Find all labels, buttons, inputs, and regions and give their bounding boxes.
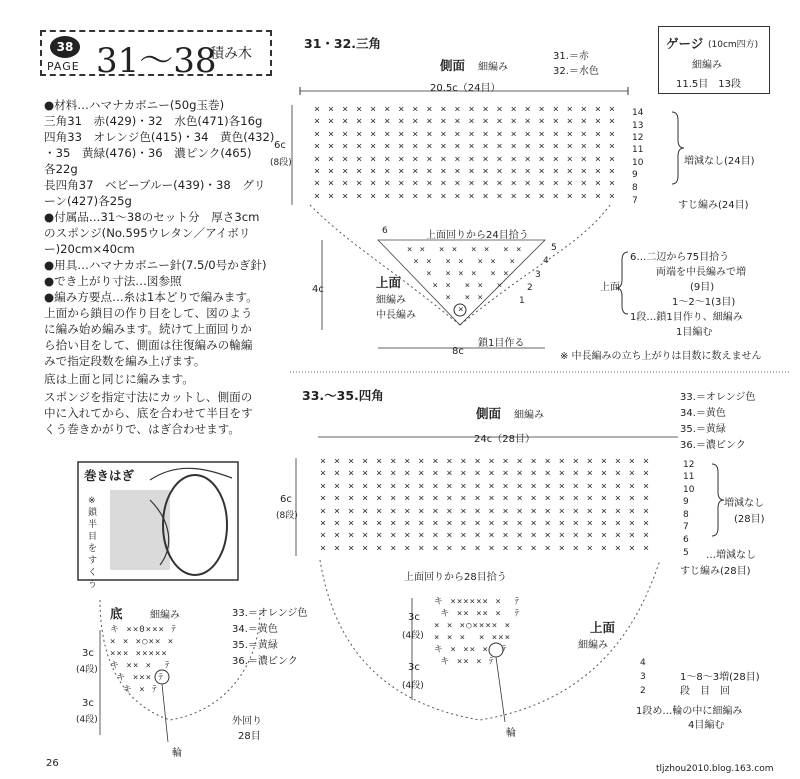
bottom-ring: 輪 bbox=[172, 748, 182, 759]
color-35: 35.＝黄緑 bbox=[680, 424, 726, 435]
s2-ring: 輪 bbox=[506, 728, 516, 739]
section2-top-grid: キ ×××××× × ﾃ キ ×× ×× × ﾃ × × ×○×××× × × × × × ××× キ × ×× × ﾃ キ ×× × ﾃ bbox=[434, 597, 521, 667]
color-34: 34.＝黄色 bbox=[680, 408, 726, 419]
s1-row-11: 11 bbox=[632, 145, 644, 155]
s1-chain: 鎖1目作る bbox=[478, 338, 525, 349]
section2-height-rows: (8段) bbox=[276, 511, 298, 521]
s2-top-label: 上面 bbox=[590, 620, 616, 635]
s2-r5a: …増減なし bbox=[706, 550, 756, 561]
rect-yarn-1: 長四角37 ベビーブルー(439)・38 グリ bbox=[44, 178, 266, 192]
s1-row-14: 14 bbox=[632, 108, 644, 118]
s1-note: ※ 中長編みの立ち上がりは目数に数えません bbox=[560, 351, 762, 362]
s1-row-13: 13 bbox=[632, 121, 644, 131]
gauge-title: ゲージ bbox=[666, 36, 704, 51]
accessory-1: ●付属品…31〜38のセット分 厚さ3cm bbox=[44, 210, 260, 224]
s1-tri-row-5: 5 bbox=[551, 243, 557, 253]
howto-8: 中に入れてから、底を合わせて半目をす bbox=[44, 406, 253, 420]
s2-row-5: 5 bbox=[683, 548, 689, 558]
s2-top-sub: 細編み bbox=[578, 640, 608, 651]
bottom-label: 底 bbox=[110, 606, 123, 621]
section2-side-label: 側面 bbox=[476, 406, 502, 421]
triangle-yarn: 三角31 赤(429)・32 水色(471)各16g bbox=[44, 114, 263, 128]
howto-6: 底は上面と同じに編みます。 bbox=[44, 372, 194, 386]
page-subtitle: 積み木 bbox=[210, 46, 252, 62]
square-yarn-2: ・35 黄緑(476)・36 濃ピンク(465) bbox=[44, 146, 252, 160]
bottom-color-36: 36.＝濃ピンク bbox=[232, 656, 298, 667]
gauge-stitch: 細編み bbox=[692, 60, 722, 71]
s2-no-change-1: 増減なし bbox=[724, 498, 764, 509]
s2-row-2: 2 bbox=[640, 686, 646, 696]
s1-row-7: 7 bbox=[632, 196, 638, 206]
material-line: ●材料…ハマナカボニー(50g玉巻) bbox=[44, 98, 225, 112]
bottom-h2b: (4段) bbox=[76, 715, 98, 725]
s2-h2b: (4段) bbox=[402, 681, 424, 691]
s2-h1: 3c bbox=[408, 612, 420, 623]
s1-top-sub2: 中長編み bbox=[376, 310, 416, 321]
accessory-3: ー)20cm×40cm bbox=[44, 242, 135, 256]
size-line: ●でき上がり寸法…図参照 bbox=[44, 274, 182, 288]
s1-tri-row-6: 6 bbox=[382, 226, 388, 236]
section2-width: 24c（28目） bbox=[474, 434, 535, 445]
s1-suji: すじ編み(24目) bbox=[678, 200, 749, 211]
howto-4: ら拾い目をして、側面は往復編みの輪編 bbox=[44, 338, 253, 352]
tool-line: ●用具…ハマナカボニー針(7.5/0号かぎ針) bbox=[44, 258, 267, 272]
howto-7: スポンジを指定寸法にカットし、側面の bbox=[44, 390, 253, 404]
s1-row-12: 12 bbox=[632, 133, 644, 143]
s2-row-4: 4 bbox=[640, 658, 646, 668]
section1-height: 6c bbox=[274, 140, 286, 151]
bottom-h1b: (4段) bbox=[76, 665, 98, 675]
howto-1: ●編み方要点…糸は1本どりで編みます。 bbox=[44, 290, 258, 304]
accessory-2: のスポンジ(No.595ウレタン／アイボリ bbox=[44, 226, 251, 240]
color-36: 36.＝濃ピンク bbox=[680, 440, 746, 451]
page-title: 31〜38 bbox=[96, 41, 217, 81]
square-yarn-3: 各22g bbox=[44, 162, 78, 176]
s2-pickup: 上面回りから28目拾う bbox=[404, 572, 507, 583]
color-31: 31.＝赤 bbox=[553, 51, 589, 62]
s2-row-6: 6 bbox=[683, 535, 689, 545]
s2-no-change-2: (28目) bbox=[734, 514, 765, 525]
howto-3: に編み始め編みます。続けて上面回りか bbox=[44, 322, 252, 336]
s1-top-width: 8c bbox=[452, 346, 464, 357]
s2-h2: 3c bbox=[408, 662, 420, 673]
color-32: 32.＝水色 bbox=[553, 66, 599, 77]
page-label: PAGE bbox=[47, 60, 80, 73]
s1-top-label: 上面 bbox=[376, 275, 402, 290]
s2-h1b: (4段) bbox=[402, 631, 424, 641]
section1-height-rows: (8段) bbox=[270, 158, 292, 168]
s2-inc1: 1〜8〜3増(28目) bbox=[680, 672, 760, 683]
section1-side-sub: 細編み bbox=[478, 62, 508, 73]
section1-title: 31・32.三角 bbox=[304, 36, 382, 51]
bottom-color-33: 33.＝オレンジ色 bbox=[232, 608, 308, 619]
s2-row-10: 10 bbox=[683, 485, 695, 495]
howto-5: みで指定段数を編み上げます。 bbox=[44, 354, 206, 368]
bottom-sub: 細編み bbox=[150, 610, 180, 621]
bottom-h1: 3c bbox=[82, 648, 94, 659]
gauge-unit: (10cm四方) bbox=[708, 40, 759, 50]
s2-inc3: 1段め…輪の中に細編み bbox=[636, 706, 743, 717]
howto-2: 上面から鎖目の作り目をして、図のよう bbox=[44, 306, 253, 320]
bottom-grid: キ ××0××× ﾃ × × ×○×× × ××× ××××× キ ×× × ﾃ キ ××× ﾃ キ × ﾃ bbox=[110, 625, 177, 695]
section1-side-label: 側面 bbox=[440, 58, 466, 73]
howto-9: くう巻きかがりで、はぎ合わせます。 bbox=[44, 422, 240, 436]
bottom-h2: 3c bbox=[82, 698, 94, 709]
s1-top-height: 4c bbox=[312, 284, 324, 295]
s1-tri-row-2: 2 bbox=[527, 283, 533, 293]
s2-row-11: 11 bbox=[683, 472, 695, 482]
s2-row-9: 9 bbox=[683, 497, 689, 507]
s1-inst6: 6…二辺から75目拾う bbox=[630, 252, 730, 263]
s1-top-sub1: 細編み bbox=[376, 295, 406, 306]
s1-row-9: 9 bbox=[632, 170, 638, 180]
section2-side-grid: × × × × × × × × × × × × × × × × × × × × × × × × × × × × × × × × × × × × × × × × × × × × × × × × × × × × × × × × × × × × × × × × × × × × × × × × × × × × × × × × × × × × × × × × × × × × × × × × × × × × × × × × × × × × × × × × × × × × × × × × × × × × × × × × × × × × × × × × × × × × × × × × × × × × × × × × × × × × × × × × × × × × × × × × × × × × × × × × × × × × × × × × × × × × × × × × bbox=[320, 456, 650, 554]
s1-inst1a: 1段…鎖1目作り、細編み bbox=[630, 312, 743, 323]
s1-pickup: 上面回りから24目拾う bbox=[426, 230, 529, 241]
credit-text: tljzhou2010.blog.163.com bbox=[656, 764, 774, 774]
s1-inst1b: 1目編む bbox=[676, 327, 713, 338]
bottom-color-35: 35.＝黄緑 bbox=[232, 640, 278, 651]
square-yarn-1: 四角33 オレンジ色(415)・34 黄色(432) bbox=[44, 130, 275, 144]
bottom-color-34: 34.＝黄色 bbox=[232, 624, 278, 635]
section2-side-sub: 細編み bbox=[514, 410, 544, 421]
s1-tri-row-3: 3 bbox=[535, 270, 541, 280]
section1-side-grid: × × × × × × × × × × × × × × × × × × × × × × × × × × × × × × × × × × × × × × × × × × × × × × × × × × × × × × × × × × × × × × × × × × × × × × × × × × × × × × × × × × × × × × × × × × × × × × × × × × × × × × × × × × × × × × × × × × × × × × × × × × × × × × × × × × × × × × × × × × × × × × × × × × × × × × × × × × × × × × × × × × × × × × × × × × × × × × × × bbox=[314, 104, 616, 202]
s1-inst4: (9目) bbox=[690, 282, 715, 293]
section2-title: 33.〜35.四角 bbox=[302, 388, 384, 403]
s2-row-3: 3 bbox=[640, 672, 646, 682]
s1-inst5: 両端を中長編みで増 bbox=[656, 267, 746, 278]
section1-width: 20.5c（24目） bbox=[430, 83, 501, 94]
s2-row-8: 8 bbox=[683, 510, 689, 520]
page-badge: 38 bbox=[50, 36, 80, 58]
section2-height: 6c bbox=[280, 494, 292, 505]
makihagi-note: ※鎖半目をすくう bbox=[88, 496, 98, 590]
s1-row-10: 10 bbox=[632, 158, 644, 168]
s1-tri-row-1: 1 bbox=[519, 296, 525, 306]
bottom-outer: 外回り bbox=[232, 716, 262, 727]
s2-inc4: 4目編む bbox=[688, 720, 725, 731]
s1-inst2: 1〜2〜1(3目) bbox=[672, 297, 736, 308]
s2-row-7: 7 bbox=[683, 522, 689, 532]
s2-inc2: 段 目 回 bbox=[680, 686, 730, 697]
rect-yarn-2: ーン(427)各25g bbox=[44, 194, 132, 208]
page-number: 26 bbox=[46, 758, 59, 769]
s2-r5b: すじ編み(28目) bbox=[680, 566, 751, 577]
makihagi-title: 巻きはぎ bbox=[84, 468, 135, 483]
s1-tri-row-4: 4 bbox=[543, 256, 549, 266]
section1-top-grid: × × × × × × × × × × × × × × × × × × × × × × × × × × × × × × bbox=[406, 245, 523, 315]
gauge-count: 11.5目 13段 bbox=[676, 79, 741, 90]
bottom-outer-count: 28目 bbox=[238, 731, 261, 742]
s1-top-row-label: 上面 bbox=[600, 282, 620, 293]
color-33: 33.＝オレンジ色 bbox=[680, 392, 756, 403]
s1-row-8: 8 bbox=[632, 183, 638, 193]
s2-row-12: 12 bbox=[683, 460, 695, 470]
s1-no-change: 増減なし(24目) bbox=[684, 156, 755, 167]
